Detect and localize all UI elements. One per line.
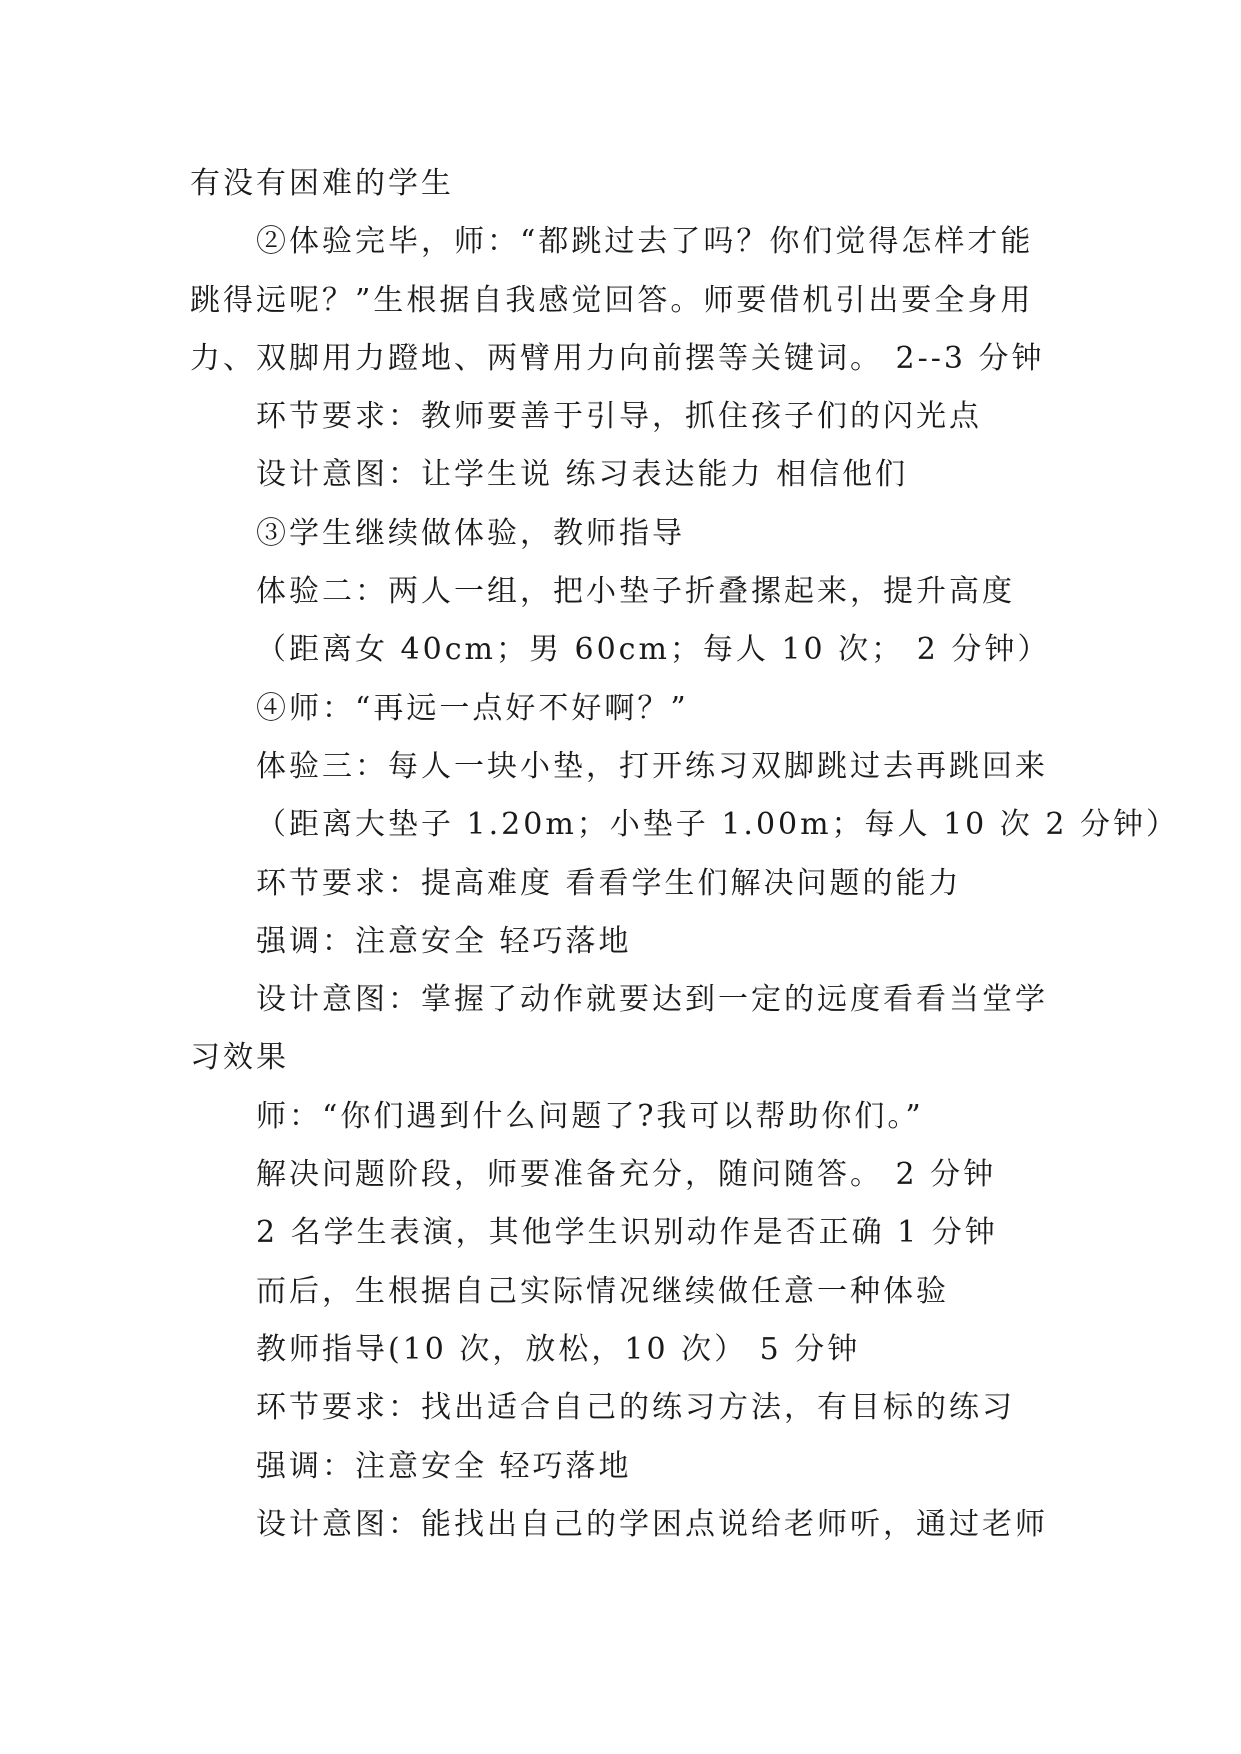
paragraph-line: 解决问题阶段，师要准备充分，随问随答。 2 分钟 [256,1157,997,1193]
paragraph-line: 体验三：每人一块小垫，打开练习双脚跳过去再跳回来 [256,748,1048,784]
paragraph-line: 环节要求：提高难度 看看学生们解决问题的能力 [256,865,962,901]
paragraph-line: 强调：注意安全 轻巧落地 [256,1448,632,1484]
paragraph-line: 教师指导(10 次，放松，10 次） 5 分钟 [256,1331,861,1367]
paragraph-line: ④师：“再远一点好不好啊？” [256,690,689,726]
paragraph-line: 强调：注意安全 轻巧落地 [256,923,632,959]
paragraph-line: 跳得远呢？”生根据自我感觉回答。师要借机引出要全身用 [190,282,1034,318]
paragraph-line: 体验二：两人一组，把小垫子折叠摞起来，提升高度 [256,574,1015,610]
paragraph-line: 习效果 [190,1040,289,1076]
paragraph-line: ③学生继续做体验，教师指导 [256,515,685,551]
paragraph-line: 设计意图：让学生说 练习表达能力 相信他们 [256,457,909,493]
paragraph-line: 有没有困难的学生 [190,166,454,201]
paragraph-line: 环节要求：教师要善于引导，抓住孩子们的闪光点 [256,399,982,435]
paragraph-line: ②体验完毕，师：“都跳过去了吗？你们觉得怎样才能 [256,224,1034,260]
paragraph-line: 师：“你们遇到什么问题了?我可以帮助你们。” [256,1098,924,1134]
paragraph-line: 设计意图：能找出自己的学困点说给老师听，通过老师 [256,1506,1048,1542]
document-body [190,155,1179,1554]
paragraph-line: 2 名学生表演，其他学生识别动作是否正确 1 分钟 [256,1215,998,1251]
paragraph-line: 环节要求：找出适合自己的练习方法，有目标的练习 [256,1390,1015,1426]
paragraph-line: （距离大垫子 1.20m；小垫子 1.00m；每人 10 次 2 分钟） [256,807,1179,843]
paragraph-line: 力、双脚用力蹬地、两臂用力向前摆等关键词。 2--3 分钟 [190,340,1045,376]
paragraph-line: （距离女 40cm；男 60cm；每人 10 次； 2 分钟） [256,632,1051,668]
paragraph-line: 设计意图：掌握了动作就要达到一定的远度看看当堂学 [256,982,1048,1018]
paragraph-line: 而后，生根据自己实际情况继续做任意一种体验 [256,1273,949,1309]
